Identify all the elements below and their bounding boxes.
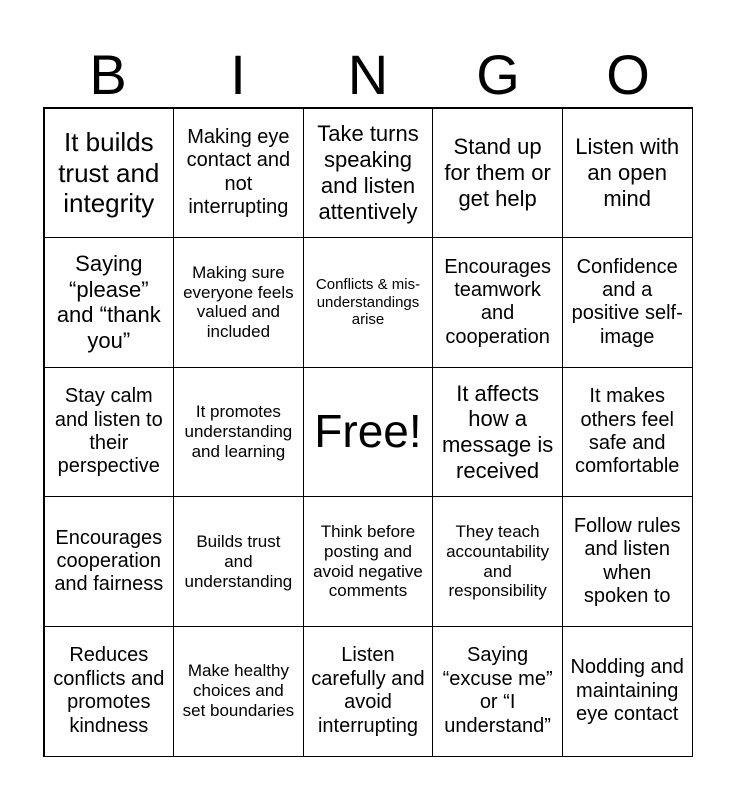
header-letter-g: G [476,43,520,106]
bingo-cell: Saying “excuse me” or “I understand” [432,626,563,757]
bingo-cell: Listen carefully and avoid interrupting [303,626,434,757]
bingo-cell: Confidence and a positive self-image [562,237,693,368]
free-space: Free! [303,367,434,498]
header-letter-n: N [347,43,389,106]
bingo-cell: It makes others feel safe and comfortable [562,367,693,498]
bingo-card [43,107,693,757]
bingo-cell: Reduces conflicts and promotes kindness [44,626,175,757]
bingo-cell: It affects how a message is received [432,367,563,498]
header-letter-i: I [230,43,246,106]
bingo-cell: Nodding and maintaining eye contact [562,626,693,757]
bingo-cell: Conflicts & mis-understandings arise [303,237,434,368]
bingo-cell: Saying “please” and “thank you” [44,237,175,368]
bingo-cell: Builds trust and understanding [173,496,304,627]
bingo-cell: Stand up for them or get help [432,108,563,239]
bingo-cell: Making eye contact and not interrupting [173,108,304,239]
bingo-header [43,44,693,106]
bingo-cell: Making sure everyone feels valued and included [173,237,304,368]
bingo-cell: Stay calm and listen to their perspective [44,367,175,498]
bingo-cell: They teach accountability and responsibility [432,496,563,627]
bingo-cell: Think before posting and avoid negative comments [303,496,434,627]
header-letter-o: O [606,43,650,106]
bingo-cell: Encourages cooperation and fairness [44,496,175,627]
bingo-cell: Make healthy choices and set boundaries [173,626,304,757]
bingo-cell: Take turns speaking and listen attentively [303,108,434,239]
bingo-cell: It promotes understanding and learning [173,367,304,498]
bingo-cell: Listen with an open mind [562,108,693,239]
bingo-cell: Follow rules and listen when spoken to [562,496,693,627]
header-letter-b: B [89,43,127,106]
bingo-cell: Encourages teamwork and cooperation [432,237,563,368]
bingo-cell: It builds trust and integrity [44,108,175,239]
